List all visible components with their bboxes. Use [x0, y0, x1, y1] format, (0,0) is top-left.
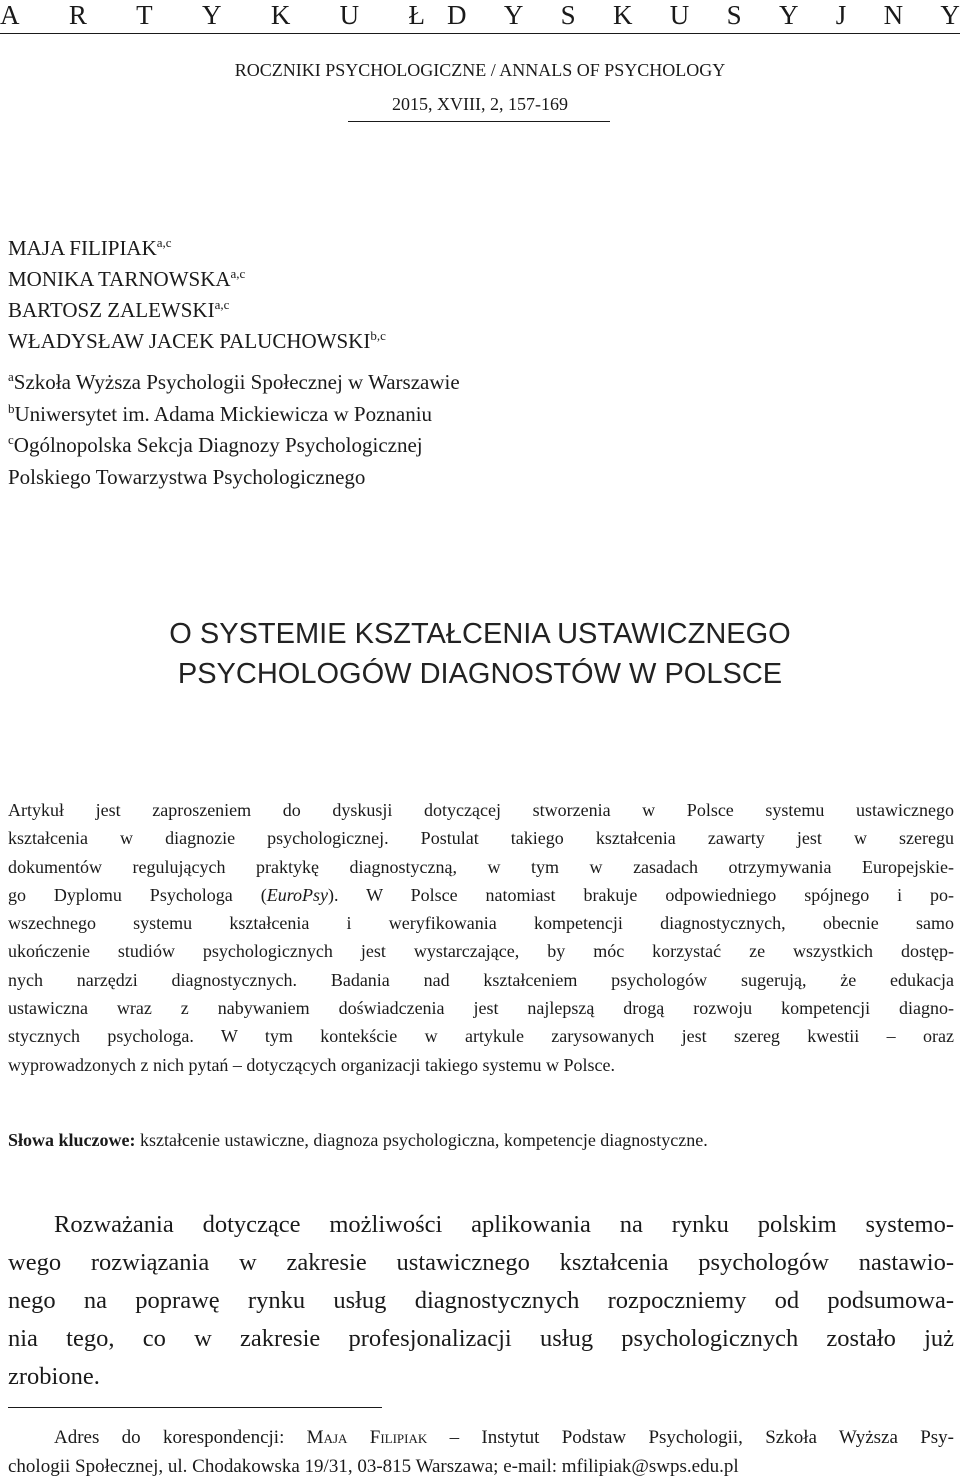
header-letter: S: [726, 0, 742, 30]
affiliation: [8, 367, 460, 399]
header-letter: Ł: [408, 0, 425, 30]
footnote-line: [8, 1423, 954, 1452]
abstract-line: kształcenia w diagnozie psychologicznej. Postulat takiego kształcenia zawarty jest w szeregu: [8, 828, 954, 849]
affiliation-text: Ogólnopolska Sekcja Diagnozy Psychologicznej: [13, 433, 423, 457]
article-type-word-2: [447, 0, 960, 30]
abstract-line: stycznych psychologa. W tym kontekście w artykule zarysowanych jest szereg kwestii – oraz: [8, 1026, 954, 1047]
author-affiliation-marks: a,c: [156, 235, 172, 250]
author-name: MONIKA TARNOWSKA: [8, 267, 231, 291]
affiliation: [8, 462, 460, 494]
header-letter: U: [339, 0, 360, 30]
author-initial: M: [306, 1427, 324, 1448]
affiliation-mark: c: [8, 432, 14, 447]
author-name-rest: aja: [323, 1427, 348, 1448]
footnote-rule: [8, 1407, 382, 1408]
header-letter: Y: [503, 0, 524, 30]
author: [8, 233, 386, 264]
header-letter: J: [835, 0, 847, 30]
author-name: MAJA FILIPIAK: [8, 236, 157, 260]
author: [8, 295, 386, 326]
affiliation-mark: a: [8, 369, 14, 384]
body-paragraph: [8, 1206, 954, 1396]
abstract-line: wszechnego systemu kształcenia i weryfikowania kompetencji diagnostycznych, obecnie samo: [8, 913, 954, 934]
footnote-prefix: Adres do korespondencji:: [54, 1427, 285, 1448]
keywords-text: kształcenie ustawiczne, diagnoza psychologiczna, kompetencje diagnostyczne.: [140, 1130, 708, 1150]
header-letter: S: [560, 0, 576, 30]
header-rule: [0, 33, 960, 34]
body-line: Rozważania dotyczące możliwości aplikowania na rynku polskim systemo-: [54, 1211, 954, 1238]
author-name-rest: ilipiak: [380, 1427, 428, 1448]
author-initial: F: [369, 1427, 381, 1448]
author-name: BARTOSZ ZALEWSKI: [8, 298, 215, 322]
footnote-address: – Instytut Podstaw Psychologii, Szkoła Wyższa Psy-: [449, 1427, 955, 1448]
header-letter: R: [68, 0, 87, 30]
affiliation-list: [8, 367, 460, 493]
article-type-word-1: [0, 0, 425, 30]
journal-citation: 2015, XVIII, 2, 157-169: [392, 94, 568, 114]
header-letter: U: [669, 0, 690, 30]
affiliation-text: Szkoła Wyższa Psychologii Społecznej w Warszawie: [13, 370, 460, 394]
body-line: nego na poprawę rynku usług diagnostycznych rozpoczniemy od podsumowa-: [8, 1287, 954, 1314]
footnote-author: [307, 1427, 428, 1448]
author-name: WŁADYSŁAW JACEK PALUCHOWSKI: [8, 329, 371, 353]
author-list: [8, 233, 386, 357]
abstract-line: Artykuł jest zaproszeniem do dyskusji dotyczącej stworzenia w Polsce systemu ustawicznego: [8, 800, 954, 820]
abstract-line: ukończenie studiów psychologicznych jest wystarczające, by móc korzystać ze wszystkich dostęp-: [8, 941, 954, 962]
title-line: O SYSTEMIE KSZTAŁCENIA USTAWICZNEGO: [169, 618, 791, 650]
header-letter: D: [447, 0, 467, 30]
affiliation: [8, 430, 460, 462]
journal-rule: [348, 121, 610, 122]
author-affiliation-marks: a,c: [214, 297, 230, 312]
header-letter: K: [612, 0, 633, 30]
author: [8, 326, 386, 357]
body-line: nia tego, co w zakresie profesjonalizacji usług psychologicznych zostało już: [8, 1325, 954, 1352]
abstract-line: nych narzędzi diagnostycznych. Badania nad kształceniem psychologów sugerują, że edukacja: [8, 969, 954, 990]
abstract: [8, 796, 954, 1079]
keywords-label: Słowa kluczowe:: [8, 1130, 136, 1150]
abstract-line: dokumentów regulujących praktykę diagnostyczną, w tym w zasadach otrzymywania Europejskie-: [8, 856, 954, 877]
affiliation-text: Uniwersytet im. Adama Mickiewicza w Poznaniu: [14, 401, 433, 426]
header-letter: Y: [778, 0, 799, 30]
affiliation: [8, 399, 460, 431]
journal-name: ROCZNIKI PSYCHOLOGICZNE / ANNALS OF PSYCHOLOGY: [234, 60, 726, 80]
author: [8, 264, 386, 295]
header-letter: K: [270, 0, 291, 30]
affiliation-mark: b: [8, 400, 15, 416]
title-line: PSYCHOLOGÓW DIAGNOSTÓW W POLSCE: [177, 658, 783, 690]
author-affiliation-marks: a,c: [230, 266, 246, 281]
abstract-line: go Dyplomu Psychologa (EuroPsy). W Polsce natomiast brakuje odpowiedniego spójnego i po-: [8, 884, 954, 905]
article-type-header: [0, 0, 960, 30]
affiliation-text: Polskiego Towarzystwa Psychologicznego: [8, 464, 366, 489]
abstract-line: wyprowadzonych z nich pytań – dotyczących organizacji takiego systemu w Polsce.: [8, 1054, 615, 1075]
article-title: [0, 614, 960, 694]
keywords: [8, 1126, 708, 1154]
body-line: zrobione.: [8, 1363, 100, 1390]
header-letter: A: [0, 0, 20, 30]
header-letter: T: [136, 0, 153, 30]
footnote-line: chologii Społecznej, ul. Chodakowska 19/31, 03-815 Warszawa; e-mail: mfilipiak@swps.edu.pl: [8, 1456, 739, 1477]
header-letter: Y: [940, 0, 960, 30]
header-letter: Y: [202, 0, 222, 30]
body-line: wego rozwiązania w zakresie ustawicznego kształcenia psychologów nastawio-: [8, 1249, 954, 1276]
author-affiliation-marks: b,c: [370, 328, 386, 343]
abstract-line: ustawiczna wraz z nabywaniem doświadczenia jest najlepszą drogą rozwoju kompetencji diagno-: [8, 998, 954, 1019]
header-letter: N: [883, 0, 904, 30]
correspondence-footnote: [8, 1423, 954, 1481]
